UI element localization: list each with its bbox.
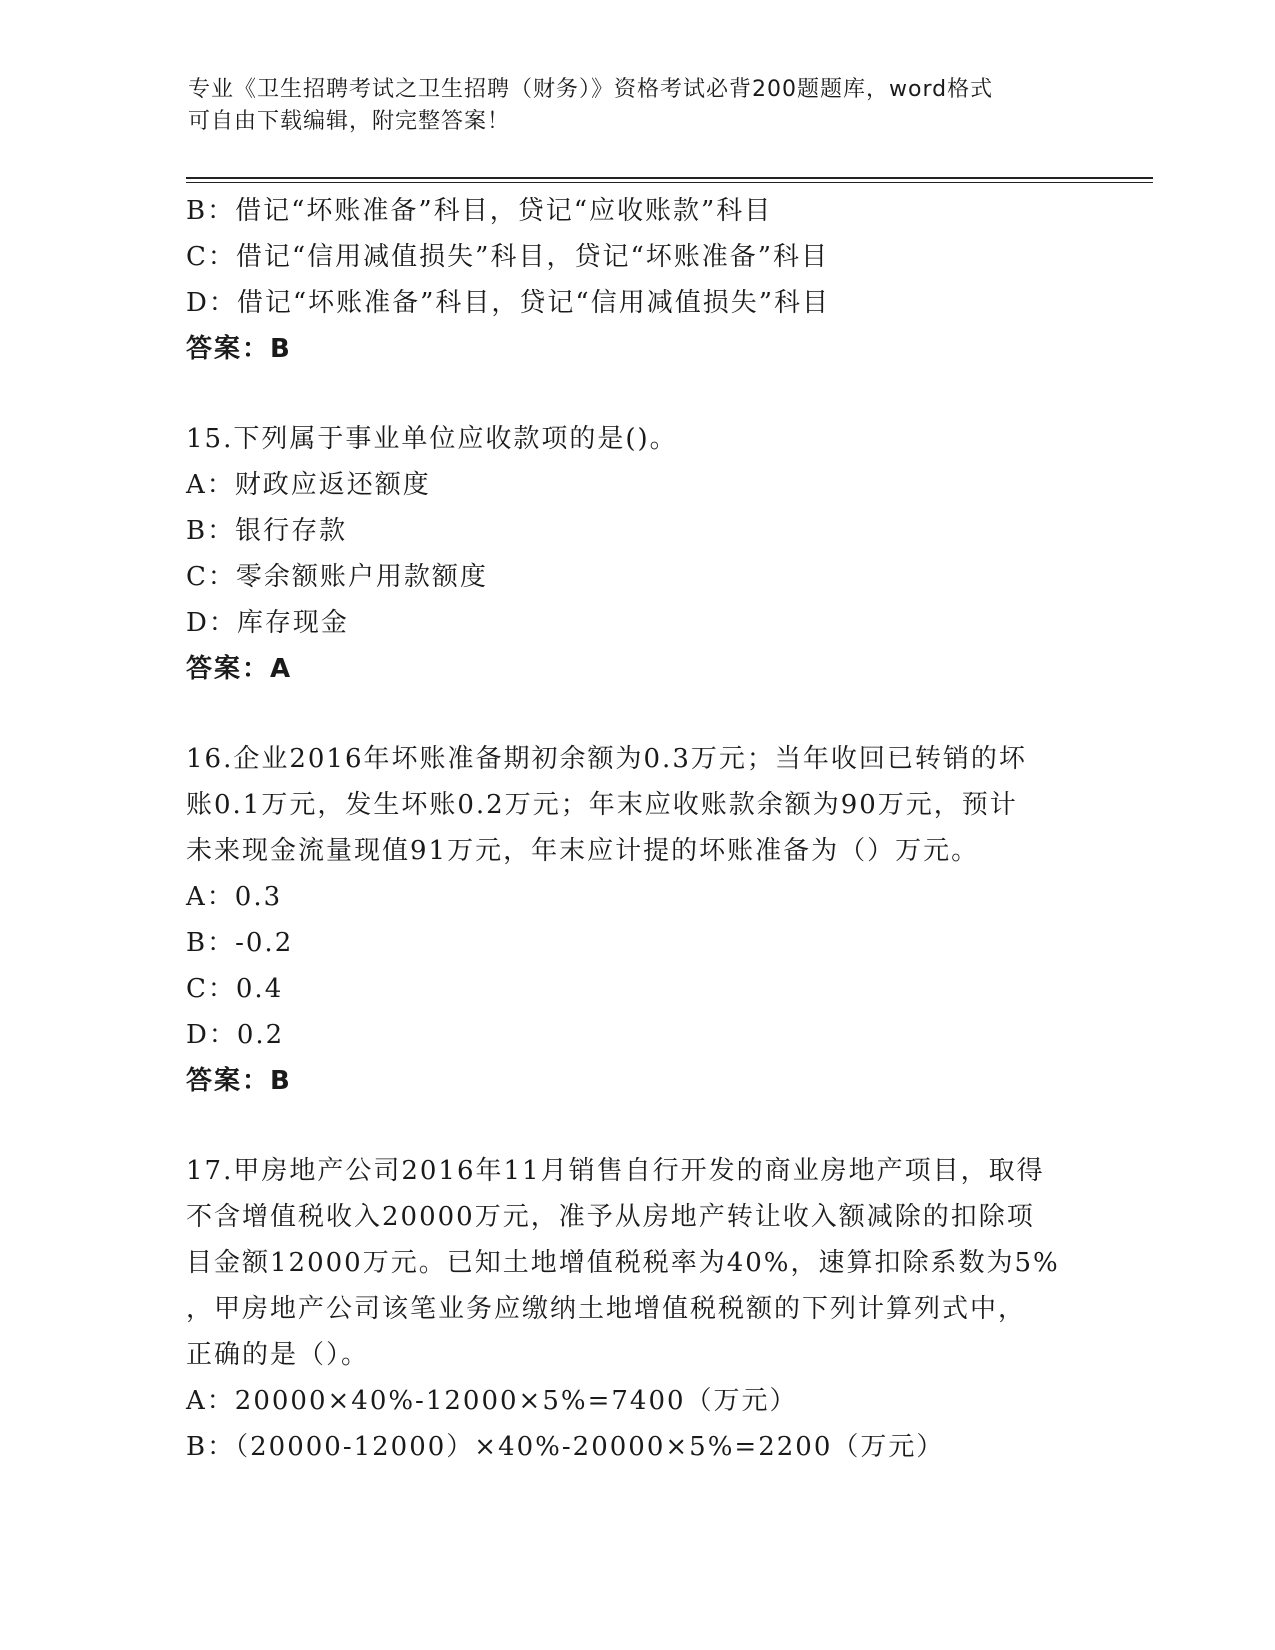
- option-c: C：零余额账户用款额度: [186, 562, 488, 592]
- option-a: A：20000×40%-12000×5%=7400（万元）: [186, 1386, 798, 1416]
- answer-line: 答案：B: [186, 1066, 292, 1096]
- header-line-2: 可自由下载编辑，附完整答案！: [188, 109, 511, 134]
- question-17: [186, 1148, 1086, 1470]
- question-stem-line-1: 16.企业2016年坏账准备期初余额为0.3万元；当年收回已转销的坏: [186, 744, 1027, 774]
- question-stem-line-3: 未来现金流量现值91万元，年末应计提的坏账准备为（）万元。: [186, 836, 980, 866]
- option-b: B：-0.2: [186, 928, 294, 958]
- option-c: C：借记“信用减值损失”科目，贷记“坏账准备”科目: [186, 242, 830, 272]
- document-header: [188, 74, 1068, 138]
- option-c: C：0.4: [186, 974, 284, 1004]
- header-divider-thin: [186, 182, 1153, 183]
- option-b: B：（20000-12000）×40%-20000×5%=2200（万元）: [186, 1432, 945, 1462]
- question-stem: 15.下列属于事业单位应收款项的是()。: [186, 424, 678, 454]
- question-15: [186, 416, 1086, 692]
- question-stem-line-4: ，甲房地产公司该笔业务应缴纳土地增值税税额的下列计算列式中，: [186, 1294, 1027, 1324]
- header-line-1: 专业《卫生招聘考试之卫生招聘（财务）》资格考试必背200题题库，word格式: [188, 77, 994, 102]
- question-stem-line-5: 正确的是（）。: [186, 1340, 370, 1370]
- question-stem-line-3: 目金额12000万元。已知土地增值税税率为40%，速算扣除系数为5%: [186, 1248, 1060, 1278]
- question-content: [186, 188, 1086, 1470]
- option-b: B：借记“坏账准备”科目，贷记“应收账款”科目: [186, 196, 773, 226]
- answer-line: 答案：A: [186, 654, 293, 684]
- question-stem-line-2: 账0.1万元，发生坏账0.2万元；年末应收账款余额为90万元，预计: [186, 790, 1018, 820]
- question-stem-line-1: 17.甲房地产公司2016年11月销售自行开发的商业房地产项目，取得: [186, 1156, 1045, 1186]
- prev-question-block: [186, 188, 1086, 372]
- question-16: [186, 736, 1086, 1104]
- option-a: A：财政应返还额度: [186, 470, 431, 500]
- option-d: D：借记“坏账准备”科目，贷记“信用减值损失”科目: [186, 288, 831, 318]
- option-b: B：银行存款: [186, 516, 348, 546]
- option-d: D：0.2: [186, 1020, 285, 1050]
- answer-line: 答案：B: [186, 334, 292, 364]
- question-stem-line-2: 不含增值税收入20000万元，准予从房地产转让收入额减除的扣除项: [186, 1202, 1035, 1232]
- header-divider: [186, 177, 1153, 179]
- option-d: D：库存现金: [186, 608, 349, 638]
- option-a: A：0.3: [186, 882, 283, 912]
